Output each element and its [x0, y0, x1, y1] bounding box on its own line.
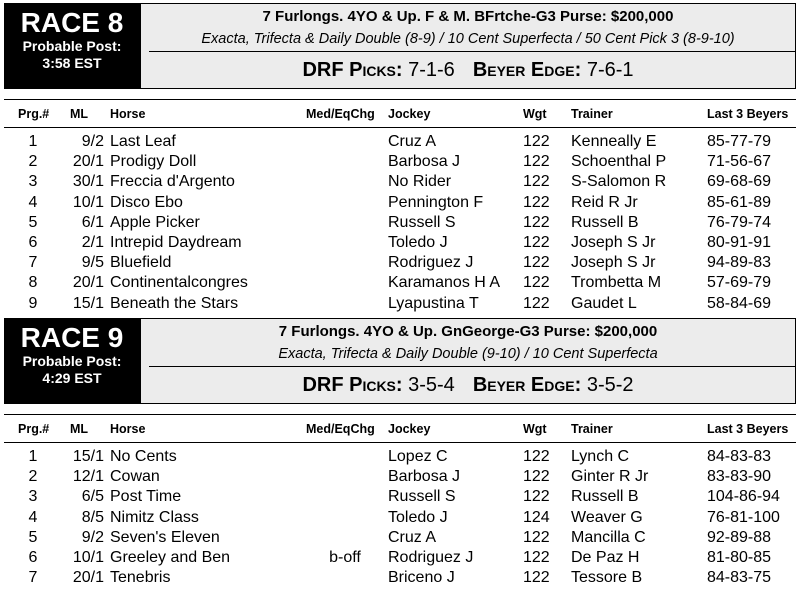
cell-ml: 6/5 [81, 488, 104, 506]
cell-jockey: Rodriguez J [388, 549, 474, 566]
cell-horse: No Cents [110, 448, 177, 465]
column-header-med: Med/EqChg [306, 107, 375, 121]
cell-jockey: Lyapustina T [388, 294, 479, 312]
cell-trainer: Lynch C [571, 448, 630, 465]
cell-trainer: Gaudet L [571, 294, 637, 312]
cell-med: b-off [329, 549, 361, 566]
cell-horse: Tenebris [110, 569, 171, 587]
cell-jockey: Toledo J [388, 508, 448, 526]
cell-ml: 10/1 [72, 549, 104, 566]
drf-picks-label: DRF Picks: [302, 59, 403, 81]
cell-horse: Beneath the Stars [110, 294, 239, 312]
cell-ml: 2/1 [81, 234, 104, 251]
cell-wgt: 122 [523, 528, 550, 546]
cell-beyers: 71-56-67 [707, 153, 772, 171]
cell-horse: Apple Picker [110, 213, 200, 231]
cell-prg: 3 [28, 173, 38, 191]
cell-jockey: Barbosa J [388, 153, 461, 171]
beyer-edge-label: Beyer Edge: [472, 59, 582, 81]
cell-horse: Cowan [110, 468, 160, 486]
cell-trainer: Mancilla C [571, 528, 646, 546]
race-header [4, 3, 796, 89]
column-header-wgt: Wgt [523, 422, 547, 436]
cell-wgt: 122 [523, 213, 550, 231]
cell-prg: 3 [28, 488, 38, 506]
cell-horse: Nimitz Class [110, 508, 199, 526]
cell-trainer: Reid R Jr [571, 193, 638, 211]
cell-trainer: S-Salomon R [571, 173, 667, 191]
race-badge [4, 3, 140, 89]
drf-picks-value: 7-1-6 [408, 59, 455, 81]
cell-horse: Prodigy Doll [110, 153, 197, 171]
cell-beyers: 58-84-69 [707, 294, 772, 312]
cell-prg: 8 [28, 274, 38, 292]
cell-ml: 12/1 [72, 468, 104, 486]
race-info-box [140, 3, 796, 89]
race-number: RACE 9 [20, 322, 124, 353]
table-row [0, 132, 800, 152]
race-badge [4, 318, 140, 404]
cell-prg: 5 [28, 528, 38, 546]
race-conditions: 7 Furlongs. 4YO & Up. GnGeorge-G3 Purse: $200,000 [278, 323, 658, 340]
cell-trainer: Trombetta M [571, 274, 662, 292]
cell-beyers: 81-80-85 [707, 549, 772, 566]
drf-picks-label: DRF Picks: [302, 374, 403, 396]
cell-prg: 7 [28, 254, 38, 272]
cell-trainer: Weaver G [571, 508, 643, 526]
cell-ml: 10/1 [72, 193, 104, 211]
race-number: RACE 8 [20, 7, 124, 38]
race-info-box [140, 318, 796, 404]
cell-wgt: 122 [523, 234, 550, 251]
table-row [0, 213, 800, 233]
cell-ml: 15/1 [72, 294, 104, 312]
cell-wgt: 122 [523, 274, 550, 292]
cell-horse: Post Time [110, 488, 182, 506]
drf-picks-value: 3-5-4 [408, 374, 455, 396]
cell-prg: 6 [28, 234, 38, 251]
table-top-rule [4, 414, 796, 415]
cell-horse: Freccia d'Argento [110, 173, 235, 191]
cell-wgt: 122 [523, 133, 550, 150]
cell-beyers: 69-68-69 [707, 173, 772, 191]
cell-wgt: 122 [523, 448, 550, 465]
cell-jockey: Barbosa J [388, 468, 461, 486]
column-header-ml: ML [70, 422, 89, 436]
cell-beyers: 76-81-100 [707, 508, 780, 526]
table-row [0, 548, 800, 568]
cell-ml: 20/1 [72, 569, 104, 587]
beyer-edge-value: 3-5-2 [586, 374, 634, 396]
cell-beyers: 84-83-83 [707, 448, 772, 465]
cell-beyers: 85-61-89 [707, 193, 772, 211]
cell-wgt: 122 [523, 294, 550, 312]
cell-prg: 7 [28, 569, 38, 587]
cell-horse: Bluefield [110, 254, 172, 272]
table-row [0, 568, 800, 588]
cell-beyers: 104-86-94 [707, 488, 780, 506]
cell-trainer: Ginter R Jr [571, 468, 649, 486]
cell-prg: 2 [28, 153, 38, 171]
table-row [0, 152, 800, 172]
cell-trainer: Schoenthal P [571, 153, 667, 171]
table-top-rule [4, 99, 796, 100]
cell-ml: 30/1 [72, 173, 104, 191]
cell-jockey: Lopez C [388, 448, 448, 465]
cell-wgt: 122 [523, 193, 550, 211]
column-header-beyers: Last 3 Beyers [707, 422, 789, 436]
cell-trainer: Kenneally E [571, 133, 657, 150]
cell-horse: Continentalcongres [110, 274, 248, 292]
cell-jockey: Toledo J [388, 234, 448, 251]
race-conditions: 7 Furlongs. 4YO & Up. F & M. BFrtche-G3 Purse: $200,000 [262, 8, 674, 25]
column-header-rule [4, 127, 796, 128]
cell-trainer: Russell B [571, 488, 639, 506]
cell-jockey: Rodriguez J [388, 254, 474, 272]
table-row [0, 233, 800, 253]
table-row [0, 172, 800, 192]
cell-ml: 20/1 [72, 153, 104, 171]
cell-ml: 9/2 [81, 528, 104, 546]
cell-beyers: 84-83-75 [707, 569, 772, 587]
cell-beyers: 94-89-83 [707, 254, 772, 272]
table-row [0, 193, 800, 213]
cell-trainer: Tessore B [571, 569, 643, 587]
beyer-edge-label: Beyer Edge: [472, 374, 582, 396]
table-row [0, 467, 800, 487]
cell-jockey: Russell S [388, 213, 456, 231]
cell-horse: Last Leaf [110, 133, 176, 150]
column-header-horse: Horse [110, 107, 146, 121]
cell-beyers: 57-69-79 [707, 274, 772, 292]
cell-trainer: De Paz H [571, 549, 640, 566]
cell-wgt: 122 [523, 254, 550, 272]
table-row [0, 508, 800, 528]
post-time: 3:58 EST [42, 55, 102, 71]
cell-prg: 1 [28, 133, 38, 150]
cell-ml: 20/1 [72, 274, 104, 292]
cell-prg: 4 [28, 193, 38, 211]
column-header-trainer: Trainer [571, 107, 613, 121]
cell-prg: 9 [28, 294, 38, 312]
cell-wgt: 122 [523, 569, 550, 587]
column-header-ml: ML [70, 107, 89, 121]
cell-jockey: Cruz A [388, 528, 437, 546]
cell-horse: Greeley and Ben [110, 549, 231, 566]
post-time: 4:29 EST [42, 370, 102, 386]
beyer-edge-value: 7-6-1 [586, 59, 634, 81]
cell-prg: 5 [28, 213, 38, 231]
cell-jockey: Cruz A [388, 133, 437, 150]
cell-beyers: 80-91-91 [707, 234, 772, 251]
table-row [0, 447, 800, 467]
cell-prg: 6 [28, 549, 38, 566]
cell-trainer: Russell B [571, 213, 639, 231]
column-header-horse: Horse [110, 422, 146, 436]
cell-beyers: 92-89-88 [707, 528, 772, 546]
cell-wgt: 122 [523, 173, 550, 191]
cell-ml: 8/5 [81, 508, 104, 526]
cell-horse: Intrepid Daydream [110, 234, 242, 251]
cell-jockey: Russell S [388, 488, 456, 506]
race-header [4, 318, 796, 404]
cell-wgt: 124 [523, 508, 550, 526]
cell-horse: Disco Ebo [110, 193, 183, 211]
column-header-jockey: Jockey [388, 107, 431, 121]
cell-wgt: 122 [523, 153, 550, 171]
column-header-beyers: Last 3 Beyers [707, 107, 789, 121]
table-row [0, 487, 800, 507]
table-row [0, 294, 800, 314]
cell-jockey: Pennington F [388, 193, 484, 211]
column-header-jockey: Jockey [388, 422, 431, 436]
column-header-trainer: Trainer [571, 422, 613, 436]
column-header-prg: Prg.# [18, 107, 50, 121]
cell-ml: 6/1 [81, 213, 104, 231]
info-divider [149, 51, 795, 52]
cell-beyers: 85-77-79 [707, 133, 772, 150]
cell-ml: 9/2 [81, 133, 104, 150]
table-row [0, 253, 800, 273]
cell-prg: 1 [28, 448, 38, 465]
column-header-wgt: Wgt [523, 107, 547, 121]
cell-ml: 9/5 [81, 254, 104, 272]
column-header-med: Med/EqChg [306, 422, 375, 436]
cell-wgt: 122 [523, 468, 550, 486]
wagering-options: Exacta, Trifecta & Daily Double (8-9) / 10 Cent Superfecta / 50 Cent Pick 3 (8-9-10) [201, 31, 735, 47]
cell-trainer: Joseph S Jr [571, 234, 656, 251]
cell-ml: 15/1 [72, 448, 104, 465]
cell-prg: 2 [28, 468, 38, 486]
wagering-options: Exacta, Trifecta & Daily Double (9-10) / 10 Cent Superfecta [278, 346, 658, 362]
column-header-rule [4, 442, 796, 443]
info-divider [149, 366, 795, 367]
table-row [0, 528, 800, 548]
cell-jockey: Briceno J [388, 569, 455, 587]
picks-line [141, 59, 795, 82]
probable-post-label: Probable Post: [22, 353, 122, 369]
cell-beyers: 76-79-74 [707, 213, 772, 231]
cell-jockey: Karamanos H A [388, 274, 501, 292]
table-row [0, 273, 800, 293]
column-header-prg: Prg.# [18, 422, 50, 436]
cell-wgt: 122 [523, 549, 550, 566]
cell-trainer: Joseph S Jr [571, 254, 656, 272]
cell-horse: Seven's Eleven [110, 528, 220, 546]
cell-prg: 4 [28, 508, 38, 526]
cell-jockey: No Rider [388, 173, 452, 191]
probable-post-label: Probable Post: [22, 38, 122, 54]
cell-beyers: 83-83-90 [707, 468, 772, 486]
cell-wgt: 122 [523, 488, 550, 506]
picks-line [141, 374, 795, 397]
